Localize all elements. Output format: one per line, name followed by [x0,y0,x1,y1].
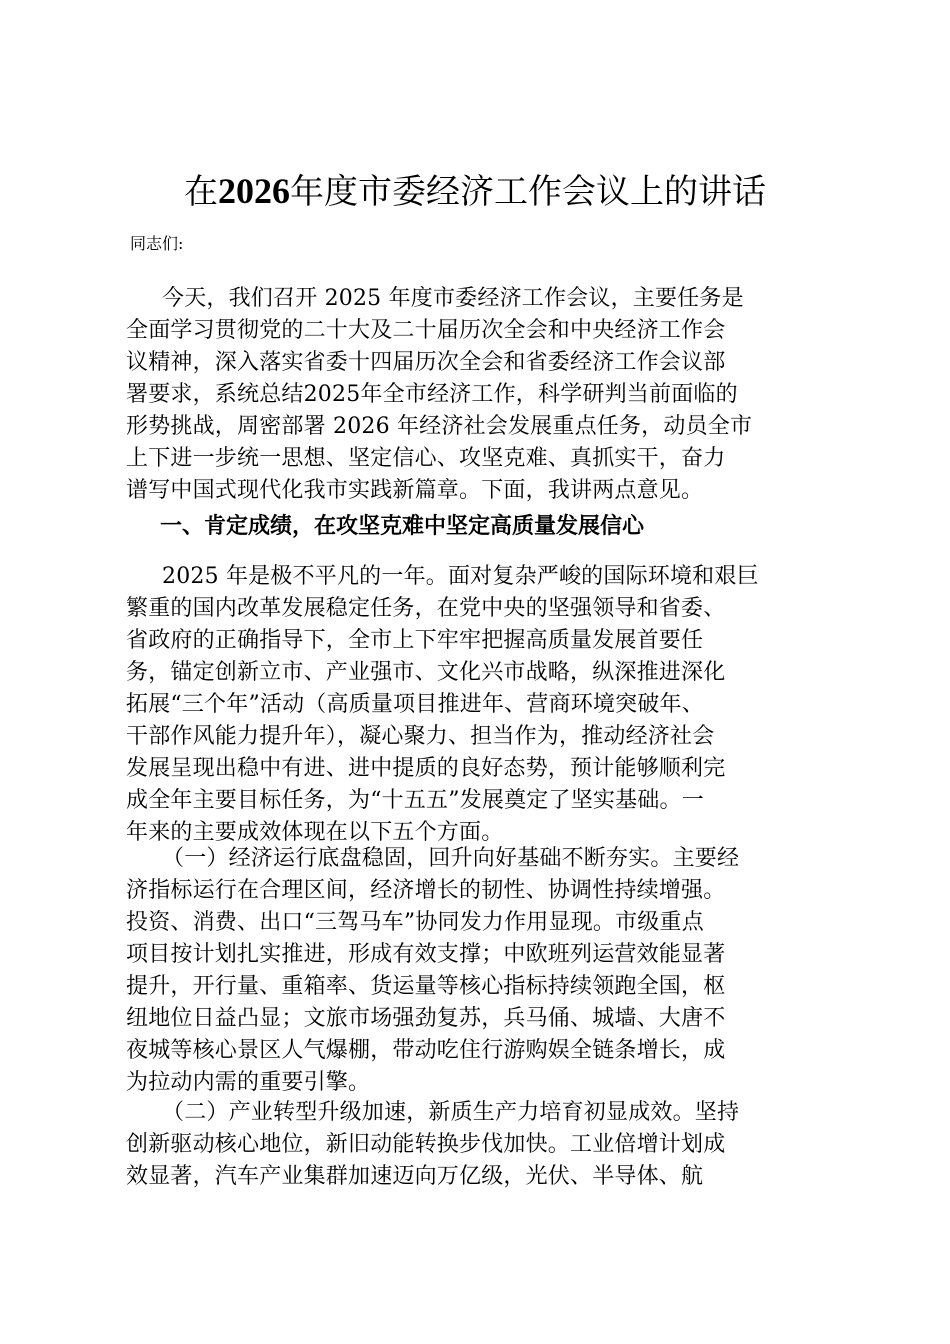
paragraph-line: 今天，我们召开 2025 年度市委经济工作会议，主要任务是 [162,286,744,311]
achievements-paragraph [126,561,836,849]
paragraph-line: 创新驱动核心地位，新旧动能转换步伐加快。工业倍增计划成 [126,1132,726,1157]
paragraph-line: 2025 年是极不平凡的一年。面对复杂严峻的国际环境和艰巨 [162,564,759,589]
intro-paragraph [126,283,836,507]
industry-paragraph [126,1097,836,1193]
paragraph-line: 省政府的正确指导下，全市上下牢牢把握高质量发展首要任 [126,628,704,653]
paragraph-line: 务，锚定创新立市、产业强市、文化兴市战略，纵深推进深化 [126,660,726,685]
salutation: 同志们: [130,234,184,253]
paragraph-line: 项目按计划扎实推进，形成有效支撑；中欧班列运营效能显著 [126,942,726,967]
section-heading: 一、肯定成绩，在攻坚克难中坚定高质量发展信心 [160,514,645,539]
paragraph-line: 提升，开行量、重箱率、货运量等核心指标持续领跑全国，枢 [126,974,726,999]
paragraph-line: 年来的主要成效体现在以下五个方面。 [126,820,504,845]
document-title [0,163,950,220]
paragraph-line: 发展呈现出稳中有进、进中提质的良好态势，预计能够顺利完 [126,756,726,781]
paragraph-line: 形势挑战，周密部署 2026 年经济社会发展重点任务，动员全市 [126,414,753,439]
paragraph-line: 效显著，汽车产业集群加速迈向万亿级，光伏、半导体、航 [126,1164,704,1189]
paragraph-line: 上下进一步统一思想、坚定信心、攻坚克难、真抓实干，奋力 [126,446,726,471]
paragraph-line: 议精神，深入落实省委十四届历次全会和省委经济工作会议部 [126,350,726,375]
paragraph-line: 为拉动内需的重要引擎。 [126,1070,371,1095]
paragraph-line: 谱写中国式现代化我市实践新篇章。下面，我讲两点意见。 [126,478,704,503]
economy-paragraph [126,843,836,1099]
title-suffix: 年度市委经济工作会议上的讲话 [290,172,766,212]
paragraph-line: 干部作风能力提升年），凝心聚力、担当作为，推动经济社会 [126,724,715,749]
paragraph-line: 全面学习贯彻党的二十大及二十届历次全会和中央经济工作会 [126,318,726,343]
paragraph-line: 夜城等核心景区人气爆棚，带动吃住行游购娱全链条增长，成 [126,1038,726,1063]
paragraph-line: （二）产业转型升级加速，新质生产力培育初显成效。坚持 [162,1100,740,1125]
paragraph-line: 繁重的国内改革发展稳定任务，在党中央的坚强领导和省委、 [126,596,726,621]
title-prefix: 在 [184,172,218,212]
paragraph-line: 济指标运行在合理区间，经济增长的韧性、协调性持续增强。 [126,878,726,903]
paragraph-line: 拓展“三个年”活动（高质量项目推进年、营商环境突破年、 [126,692,704,717]
title-year: 2026 [218,171,290,211]
paragraph-line: 纽地位日益凸显；文旅市场强劲复苏，兵马俑、城墙、大唐不 [126,1006,726,1031]
paragraph-line: 成全年主要目标任务，为“十五五”发展奠定了坚实基础。一 [126,788,704,813]
paragraph-line: 署要求，系统总结2025年全市经济工作，科学研判当前面临的 [126,382,738,407]
paragraph-line: （一）经济运行底盘稳固，回升向好基础不断夯实。主要经 [162,846,740,871]
paragraph-line: 投资、消费、出口“三驾马车”协同发力作用显现。市级重点 [126,910,704,935]
